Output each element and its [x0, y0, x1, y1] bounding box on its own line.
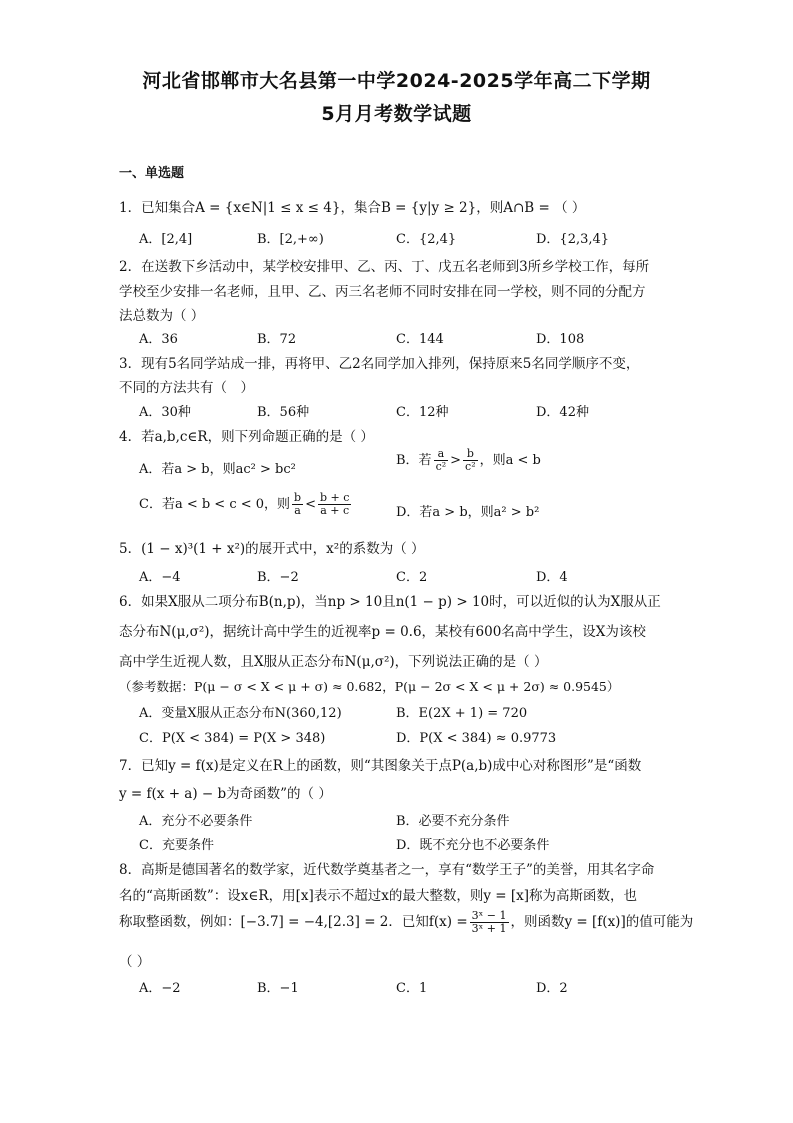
q4-c-den1: a: [294, 504, 301, 517]
q6-stem-line3: 高中学生近视人数，且X服从正态分布N(μ,σ²)，下列说法正确的是（ ）: [119, 654, 548, 670]
q4-c-lt: <: [305, 497, 316, 512]
q2-stem-line1: 2．在送教下乡活动中，某学校安排甲、乙、丙、丁、戊五名老师到3所乡学校工作，每所: [119, 259, 650, 275]
q5-option-b: B．−2: [257, 570, 299, 585]
q4-b-num2: b: [463, 448, 478, 461]
q2-stem-line2: 学校至少安排一名老师，且甲、乙、丙三名老师不同时安排在同一学校，则不同的分配方: [119, 284, 646, 300]
q4-stem: 4．若a,b,c∈R，则下列命题正确的是（ ）: [119, 429, 374, 445]
q7-option-a: A．充分不必要条件: [139, 814, 253, 829]
q4-option-c-fraction2: [318, 492, 351, 517]
q3-option-b: B．56种: [257, 405, 310, 420]
document-title-line1: 河北省邯郸市大名县第一中学2024-2025学年高二下学期: [142, 70, 651, 92]
q4-option-c-prefix: C．若a < b < c < 0，则: [139, 497, 291, 512]
q1-option-c: C．{2,4}: [396, 232, 457, 247]
q8-option-d: D．2: [536, 981, 568, 996]
q8-stem-line2: 名的“高斯函数”：设x∈R，用[x]表示不超过x的最大整数，则y = [x]称为高斯函数，也: [119, 888, 638, 904]
q2-option-b: B．72: [257, 332, 297, 347]
q7-stem-line1: 7．已知y = f(x)是定义在R上的函数，则“其图象关于点P(a,b)成中心对称图形”是“函数: [119, 758, 642, 774]
q8-frac-num: 3ˣ − 1: [471, 909, 507, 922]
q7-option-c: C．充要条件: [139, 838, 214, 853]
q6-option-a: A．变量X服从正态分布N(360,12): [139, 706, 342, 721]
q8-fraction: [470, 910, 509, 935]
q5-option-d: D．4: [536, 570, 568, 585]
q8-frac-den: 3ˣ + 1: [471, 922, 507, 935]
q8-option-a: A．−2: [139, 981, 181, 996]
q6-option-d: D．P(X < 384) ≈ 0.9773: [396, 731, 557, 746]
q4-option-b-suffix: ，则a < b: [479, 453, 541, 468]
q7-option-b: B．必要不充分条件: [396, 814, 510, 829]
q4-option-b-prefix: B．若: [396, 453, 432, 468]
q4-option-b-fraction1: [434, 448, 449, 473]
q3-option-c: C．12种: [396, 405, 449, 420]
section-heading: 一、单选题: [119, 166, 185, 181]
q1-option-d: D．{2,3,4}: [536, 232, 610, 247]
q5-option-a: A．−4: [139, 570, 181, 585]
q6-reference-data: （参考数据：P(μ − σ < X < μ + σ) ≈ 0.682，P(μ − 2σ < X < μ + 2σ) ≈ 0.9545）: [119, 679, 620, 694]
q2-option-c: C．144: [396, 332, 444, 347]
q4-option-b-fraction2: [463, 448, 478, 473]
q3-option-a: A．30种: [139, 405, 191, 420]
q4-b-den1: c²: [435, 460, 447, 473]
q4-b-num1: a: [434, 448, 449, 461]
q8-option-b: B．−1: [257, 981, 299, 996]
q8-stem-line1: 8．高斯是德国著名的数学家，近代数学奠基者之一，享有“数学王子”的美誉，用其名字命: [119, 862, 655, 878]
q7-stem-line2: y = f(x + a) − b为奇函数”的（ ）: [119, 786, 332, 802]
q3-option-d: D．42种: [536, 405, 589, 420]
q4-option-d: D．若a > b，则a² > b²: [396, 505, 540, 520]
q7-option-d: D．既不充分也不必要条件: [396, 838, 550, 853]
q4-c-num2: b + c: [320, 491, 350, 504]
q4-option-b: [396, 448, 541, 473]
q1-option-b: B．[2,+∞): [257, 232, 324, 247]
q5-stem: 5．(1 − x)³(1 + x²)的展开式中，x²的系数为（ ）: [119, 541, 425, 557]
q5-option-c: C．2: [396, 570, 428, 585]
q4-b-den2: c²: [465, 460, 476, 473]
q2-option-d: D．108: [536, 332, 585, 347]
q1-stem: 1．已知集合A = {x∈N|1 ≤ x ≤ 4}，集合B = {y|y ≥ 2}，则A∩B = （ ）: [119, 200, 586, 216]
q6-option-b: B．E(2X + 1) = 720: [396, 706, 528, 721]
q4-option-c-fraction1: [292, 492, 303, 517]
q2-option-a: A．36: [139, 332, 178, 347]
q1-option-a: A．[2,4]: [139, 232, 193, 247]
q8-stem-line4: （ ）: [119, 954, 151, 970]
q2-stem-line3: 法总数为（ ）: [119, 308, 205, 324]
q8-stem-line3: [119, 910, 693, 935]
q8-line3-prefix: 称取整函数，例如：[−3.7] = −4,[2.3] = 2．已知f(x) =: [119, 914, 468, 930]
document-title-line2: 5月月考数学试题: [321, 103, 472, 125]
q6-option-c: C．P(X < 384) = P(X > 348): [139, 731, 326, 746]
q3-stem-line1: 3．现有5名同学站成一排，再将甲、乙2名同学加入排列，保持原来5名同学顺序不变，: [119, 356, 640, 372]
q4-b-gt: >: [450, 453, 462, 468]
q3-stem-line2: 不同的方法共有（ ）: [119, 380, 254, 396]
q4-option-a: A．若a > b，则ac² > bc²: [139, 462, 296, 477]
q6-stem-line1: 6．如果X服从二项分布B(n,p)，当np > 10且n(1 − p) > 10时，可以近似的认为X服从正: [119, 594, 661, 610]
q4-c-num1: b: [294, 491, 302, 504]
q8-line3-suffix: ，则函数y = [f(x)]的值可能为: [510, 914, 694, 930]
q6-stem-line2: 态分布N(μ,σ²)，据统计高中学生的近视率p = 0.6，某校有600名高中学生，设X为该校: [119, 624, 646, 640]
q8-option-c: C．1: [396, 981, 428, 996]
q4-c-den2: a + c: [320, 504, 350, 517]
q4-option-c: [139, 492, 353, 517]
